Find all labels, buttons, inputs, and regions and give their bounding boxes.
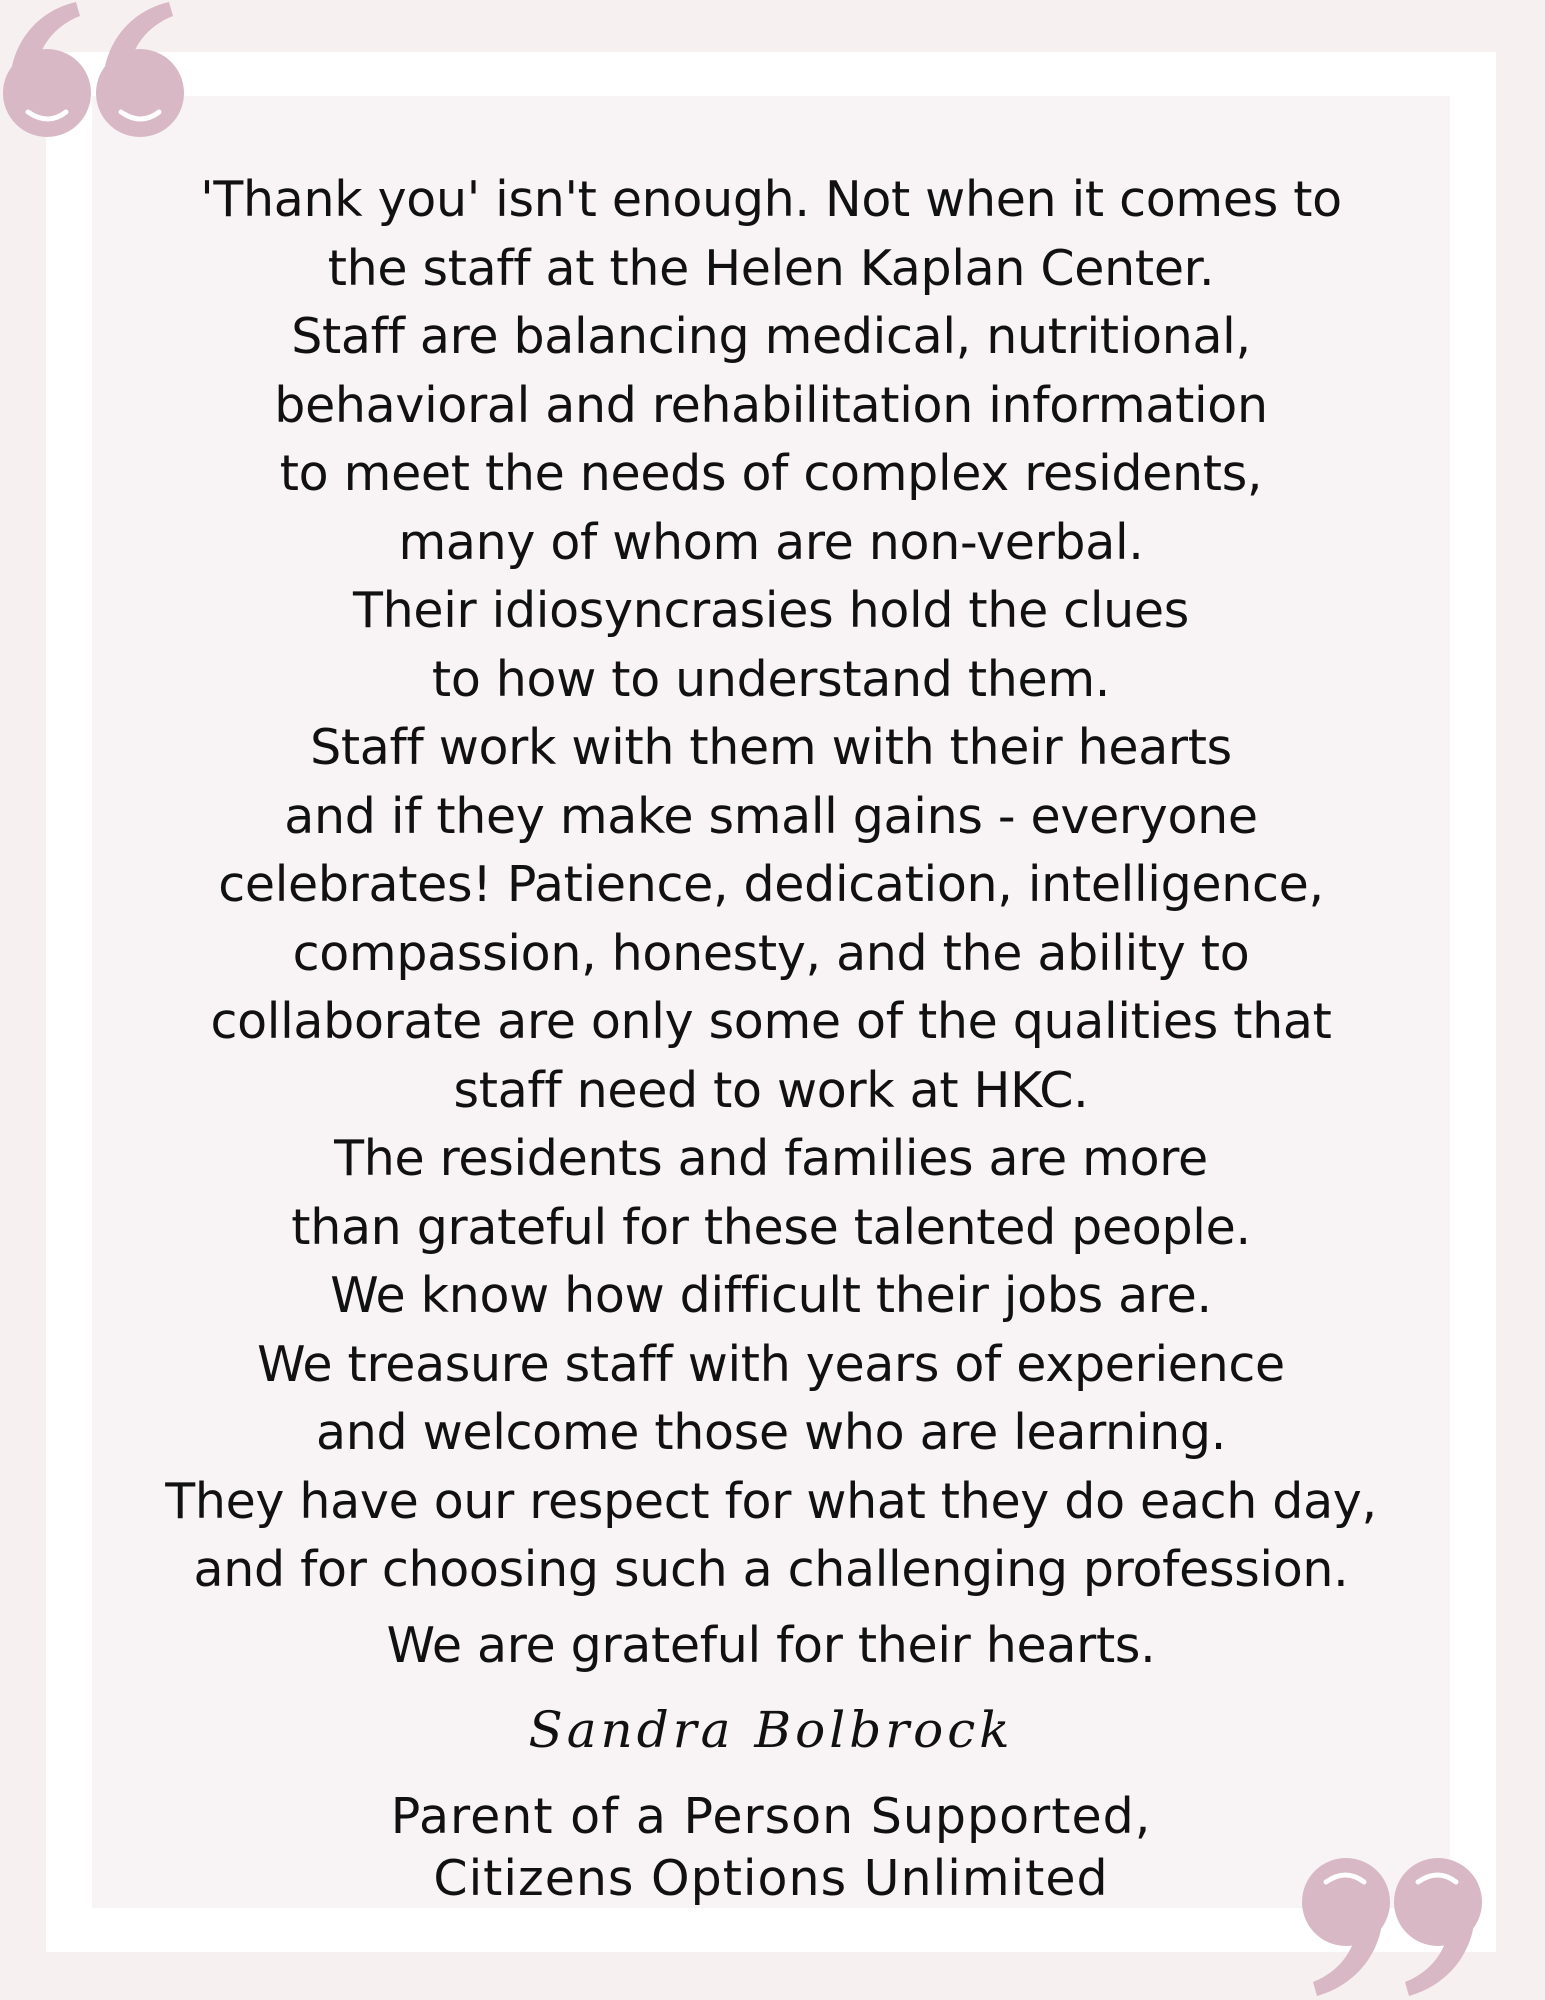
testimonial-line: They have our respect for what they do each day, (165, 1472, 1377, 1530)
open-quote-right (96, 2, 184, 137)
close-quote-right (1394, 1858, 1482, 1996)
testimonial-body (92, 166, 1450, 1605)
testimonial-line: compassion, honesty, and the ability to (292, 924, 1250, 982)
testimonial-line: and if they make small gains - everyone (284, 787, 1258, 845)
testimonial-line: many of whom are non-verbal. (398, 513, 1144, 571)
testimonial-line: celebrates! Patience, dedication, intelligence, (218, 856, 1324, 913)
testimonial-line: and for choosing such a challenging profession. (193, 1541, 1349, 1598)
open-quote-icon (0, 0, 190, 150)
testimonial-line: Staff work with them with their hearts (310, 719, 1232, 776)
attribution (92, 1786, 1450, 1910)
attribution-role: Parent of a Person Supported, (390, 1788, 1152, 1845)
testimonial-line: and welcome those who are learning. (316, 1404, 1226, 1461)
testimonial-line: The residents and families are more (334, 1130, 1208, 1187)
testimonial-line: Staff are balancing medical, nutritional, (291, 308, 1251, 365)
open-quote-left (3, 2, 91, 137)
testimonial-line: than grateful for these talented people. (291, 1198, 1251, 1256)
testimonial-line: Their idiosyncrasies hold the clues (353, 582, 1189, 639)
testimonial-line: staff need to work at HKC. (453, 1061, 1089, 1119)
signature: Sandra Bolbrock (528, 1701, 1014, 1759)
testimonial-line: 'Thank you' isn't enough. Not when it comes to (200, 171, 1342, 228)
testimonial-line: to how to understand them. (431, 650, 1111, 708)
testimonial-line: We know how difficult their jobs are. (330, 1267, 1212, 1324)
testimonial-line: to meet the needs of complex residents, (279, 445, 1263, 502)
testimonial-line: collaborate are only some of the qualities that (210, 993, 1332, 1050)
close-quote-icon (1298, 1840, 1488, 2000)
attribution-organization: Citizens Options Unlimited (433, 1850, 1109, 1907)
close-quote-left (1302, 1858, 1390, 1996)
testimonial-line: behavioral and rehabilitation information (274, 376, 1268, 434)
testimonial-line: the staff at the Helen Kaplan Center. (327, 239, 1215, 297)
testimonial-line: We treasure staff with years of experience (257, 1335, 1285, 1393)
closing-line: We are grateful for their hearts. (386, 1617, 1156, 1674)
